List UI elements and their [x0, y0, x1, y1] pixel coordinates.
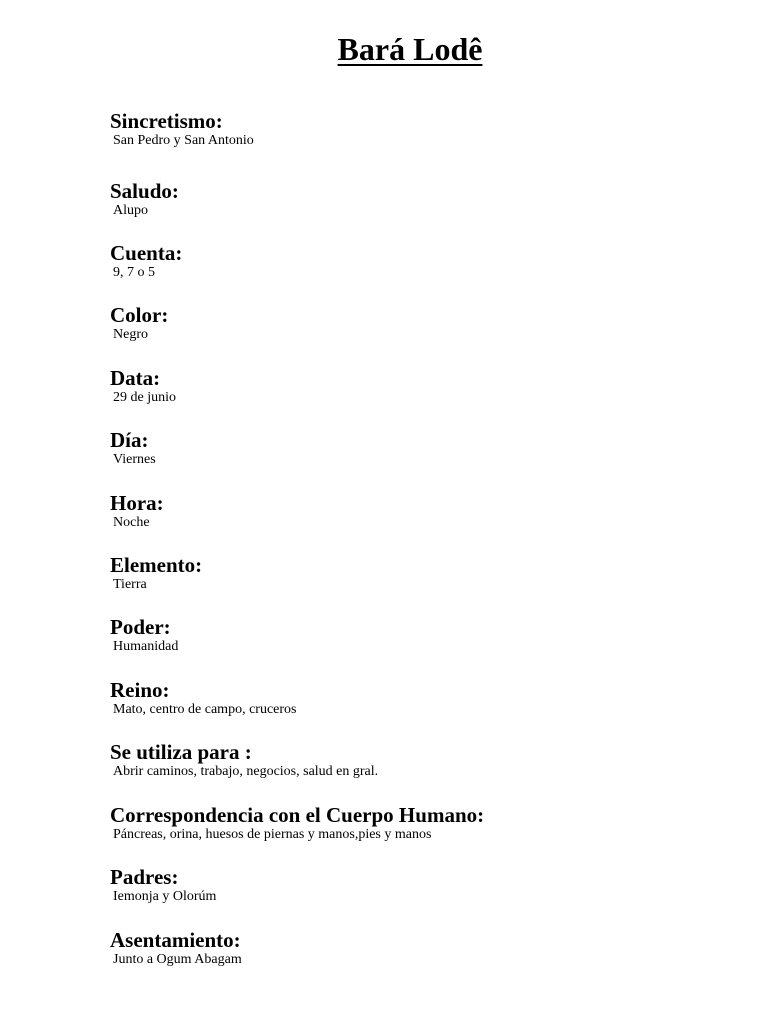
- section-label: Día:: [110, 428, 149, 452]
- section-value: Viernes: [113, 452, 156, 467]
- section-label: Hora:: [110, 491, 164, 515]
- section-value: San Pedro y San Antonio: [113, 133, 254, 148]
- section-value: Negro: [113, 327, 148, 342]
- section-label: Reino:: [110, 678, 170, 702]
- section-color: [110, 303, 748, 343]
- section-value: 29 de junio: [113, 390, 176, 405]
- section-value: Mato, centro de campo, cruceros: [113, 702, 297, 717]
- section-value: Noche: [113, 515, 150, 530]
- section-elemento: [110, 553, 748, 593]
- section-value: Tierra: [113, 577, 147, 592]
- section-label: Asentamiento:: [110, 928, 241, 952]
- section-label: Correspondencia con el Cuerpo Humano:: [110, 803, 485, 827]
- section-label: Padres:: [110, 865, 179, 889]
- section-padres: [110, 865, 748, 905]
- section-label: Color:: [110, 303, 169, 327]
- section-se-utiliza-para: [110, 740, 748, 780]
- section-label: Elemento:: [110, 553, 203, 577]
- section-value: Alupo: [113, 203, 148, 218]
- section-cuenta: [110, 241, 748, 281]
- section-data: [110, 366, 748, 406]
- section-value: Abrir caminos, trabajo, negocios, salud en gral.: [113, 764, 379, 779]
- document-title: Bará Lodê: [337, 31, 483, 67]
- section-value: Humanidad: [113, 639, 179, 654]
- section-value: Iemonja y Olorúm: [113, 889, 217, 904]
- section-hora: [110, 491, 748, 531]
- section-dia: [110, 428, 748, 468]
- section-label: Poder:: [110, 615, 171, 639]
- section-label: Se utiliza para :: [110, 740, 252, 764]
- section-correspondencia: [110, 803, 748, 843]
- section-saludo: [110, 179, 748, 219]
- section-value: Páncreas, orina, huesos de piernas y manos,pies y manos: [113, 827, 432, 842]
- section-poder: [110, 615, 748, 655]
- section-label: Sincretismo:: [110, 109, 223, 133]
- section-value: 9, 7 o 5: [113, 265, 155, 280]
- section-reino: [110, 678, 748, 718]
- section-label: Cuenta:: [110, 241, 183, 265]
- section-label: Data:: [110, 366, 161, 390]
- section-value: Junto a Ogum Abagam: [113, 952, 242, 967]
- section-sincretismo: [110, 109, 748, 149]
- section-label: Saludo:: [110, 179, 179, 203]
- section-asentamiento: [110, 928, 748, 968]
